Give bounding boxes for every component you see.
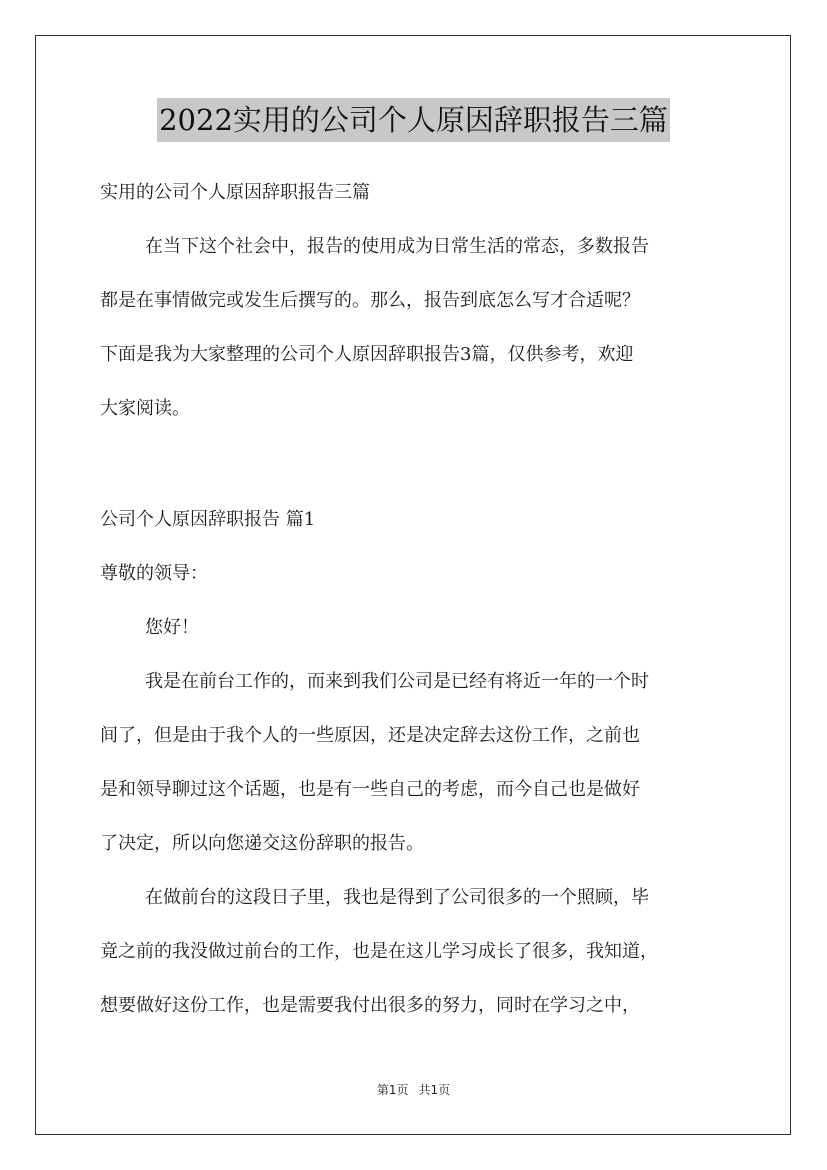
document-title: 2022实用的公司个人原因辞职报告三篇	[157, 98, 670, 142]
salutation: 尊敬的领导：	[100, 563, 208, 584]
intro-line: 下面是我为大家整理的公司个人原因辞职报告3篇，仅供参考，欢迎	[100, 344, 634, 365]
paragraph-line: 想要做好这份工作，也是需要我付出很多的努力，同时在学习之中，	[100, 995, 640, 1016]
paragraph-line: 了决定，所以向您递交这份辞职的报告。	[100, 833, 424, 854]
page-total: 共1页	[418, 1083, 451, 1097]
intro-line: 都是在事情做完或发生后撰写的。那么，报告到底怎么写才合适呢？	[100, 290, 640, 311]
paragraph-line: 是和领导聊过这个话题，也是有一些自己的考虑，而今自己也是做好	[100, 779, 640, 800]
paragraph-line: 我是在前台工作的，而来到我们公司是已经有将近一年的一个时	[145, 671, 649, 692]
document-subtitle: 实用的公司个人原因辞职报告三篇	[100, 182, 370, 203]
intro-line: 在当下这个社会中，报告的使用成为日常生活的常态，多数报告	[145, 236, 649, 257]
page-footer	[0, 1082, 827, 1098]
greeting: 您好！	[145, 617, 199, 638]
title-container	[0, 98, 827, 142]
page-number: 第1页	[376, 1083, 409, 1097]
intro-line: 大家阅读。	[100, 398, 190, 419]
paragraph-line: 在做前台的这段日子里，我也是得到了公司很多的一个照顾，毕	[145, 887, 649, 908]
section-heading: 公司个人原因辞职报告 篇1	[100, 509, 316, 530]
paragraph-line: 竟之前的我没做过前台的工作，也是在这儿学习成长了很多，我知道，	[100, 941, 658, 962]
paragraph-line: 间了，但是由于我个人的一些原因，还是决定辞去这份工作，之前也	[100, 725, 640, 746]
